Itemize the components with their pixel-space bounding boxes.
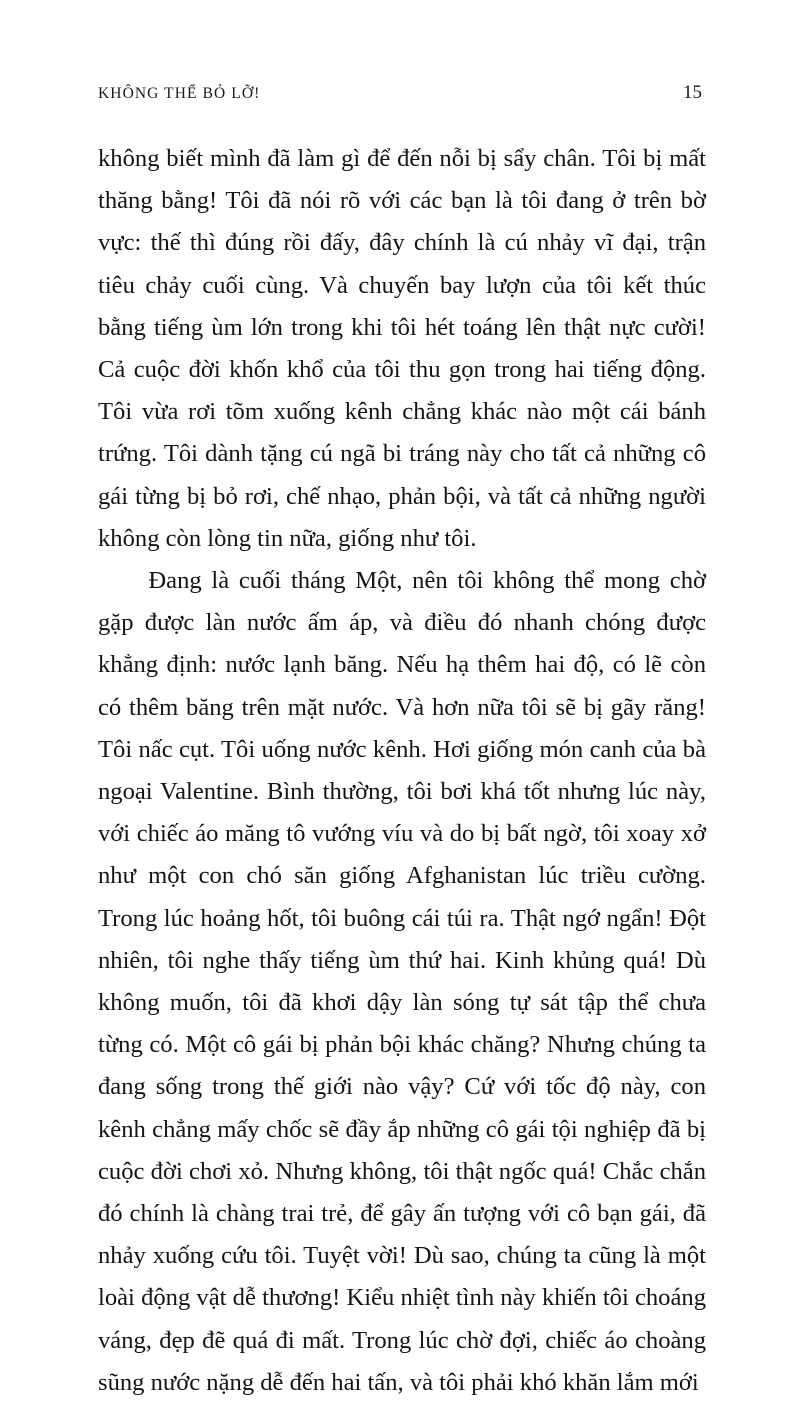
- paragraph: không biết mình đã làm gì để đến nỗi bị sẩy chân. Tôi bị mất thăng bằng! Tôi đã nói rõ với các bạn là tôi đang ở trên bờ vực: thế thì đúng rồi đấy, đây chính là cú nhảy vĩ đại, trận tiêu chảy cuối cùng. Và chuyến bay lượn của tôi kết thúc bằng tiếng ùm lớn trong khi tôi hét toáng lên thật nực cười! Cả cuộc đời khốn khổ của tôi thu gọn trong hai tiếng động. Tôi vừa rơi tõm xuống kênh chẳng khác nào một cái bánh trứng. Tôi dành tặng cú ngã bi tráng này cho tất cả những cô gái từng bị bỏ rơi, chế nhạo, phản bội, và tất cả những người không còn lòng tin nữa, giống như tôi.: [98, 145, 706, 552]
- page-number: 15: [683, 82, 702, 103]
- book-title: KHÔNG THỂ BỎ LỠ!: [98, 85, 261, 102]
- paragraph: Đang là cuối tháng Một, nên tôi không thể mong chờ gặp được làn nước ấm áp, và điều đó nhanh chóng được khẳng định: nước lạnh băng. Nếu hạ thêm hai độ, có lẽ còn có thêm băng trên mặt nước. Và hơn nữa tôi sẽ bị gãy răng! Tôi nấc cụt. Tôi uống nước kênh. Hơi giống món canh của bà ngoại Valentine. Bình thường, tôi bơi khá tốt nhưng lúc này, với chiếc áo măng tô vướng víu và do bị bất ngờ, tôi xoay xở như một con chó săn giống Afghanistan lúc triều cường. Trong lúc hoảng hốt, tôi buông cái túi ra. Thật ngớ ngẩn! Đột nhiên, tôi nghe thấy tiếng ùm thứ hai. Kinh khủng quá! Dù không muốn, tôi đã khơi dậy làn sóng tự sát tập thể chưa từng có. Một cô gái bị phản bội khác chăng? Nhưng chúng ta đang sống trong thế giới nào vậy? Cứ với tốc độ này, con kênh chẳng mấy chốc sẽ đầy ắp những cô gái tội nghiệp đã bị cuộc đời chơi xỏ. Nhưng không, tôi thật ngốc quá! Chắc chắn đó chính là chàng trai trẻ, để gây ấn tượng với cô bạn gái, đã nhảy xuống cứu tôi. Tuyệt vời! Dù sao, chúng ta cũng là một loài động vật dễ thương! Kiểu nhiệt tình này khiến tôi choáng váng, đẹp đẽ quá đi mất. Trong lúc chờ đợi, chiếc áo choàng sũng nước nặng dễ đến hai tấn, và tôi phải khó khăn lắm mới: [98, 567, 706, 1396]
- running-head: [98, 82, 702, 104]
- body-text: [98, 138, 706, 1404]
